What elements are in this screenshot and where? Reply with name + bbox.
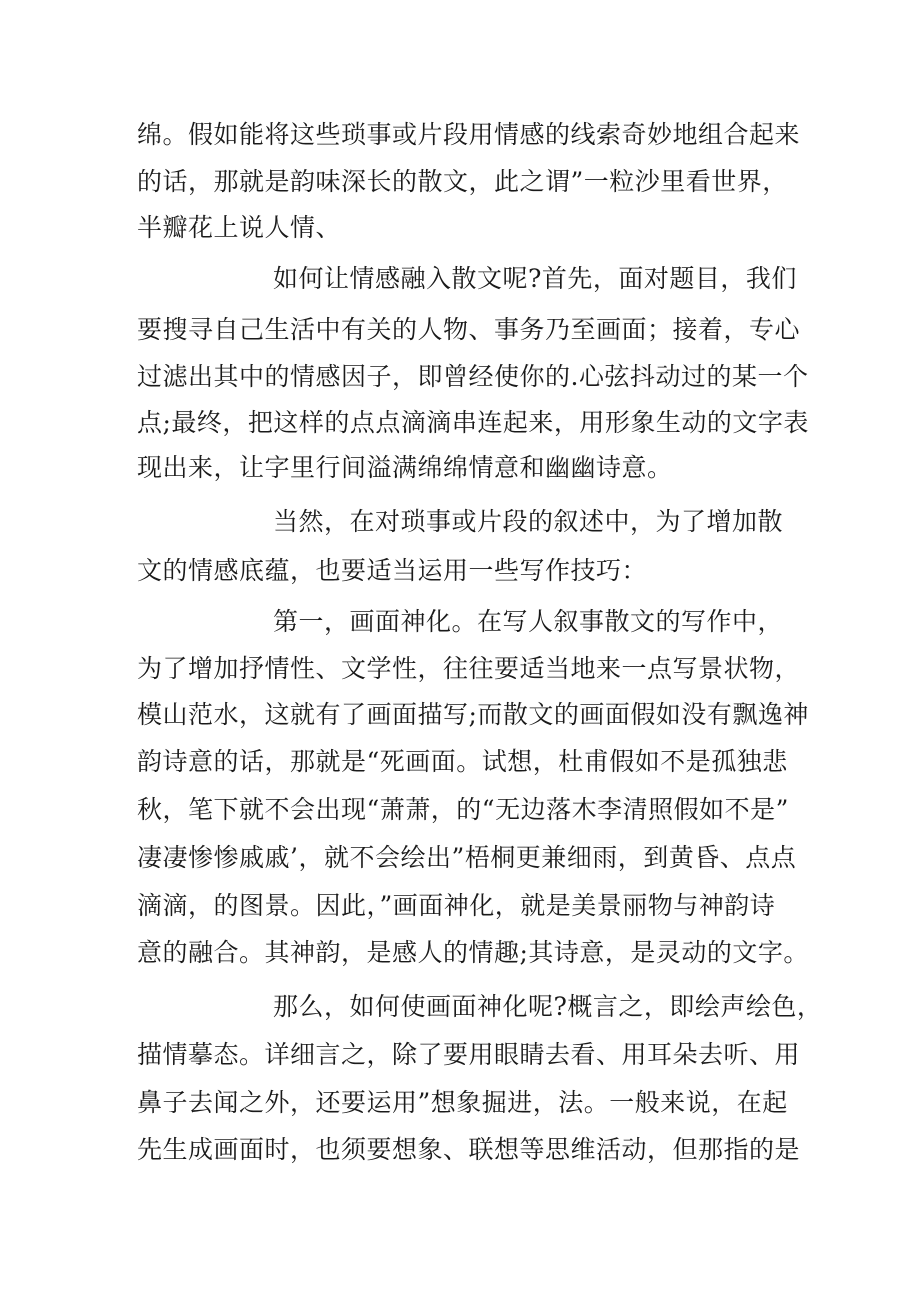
text-line: 意的融合。其神韵，是感人的情趣;其诗意，是灵动的文字。 [137, 938, 809, 967]
text-line: 模山范水，这就有了画面描写;而散文的画面假如没有飘逸神 [137, 700, 809, 729]
text-line: 鼻子去闻之外，还要运用”想象掘进，法。一般来说，在起 [137, 1088, 788, 1117]
text-line: 的话，那就是韵味深长的散文，此之谓”一粒沙里看世界， [137, 167, 788, 196]
text-line: 滴滴，的图景。因此，”画面神化，就是美景丽物与神韵诗 [137, 891, 776, 920]
text-line: 秋，笔下就不会出现“萧萧，的“无边落木李清照假如不是” [137, 795, 789, 824]
text-line: 那么，如何使画面神化呢?概言之，即绘声绘色， [273, 992, 823, 1021]
text-line: 第一，画面神化。在写人叙事散文的写作中， [273, 607, 784, 636]
text-line: 过滤出其中的情感因子，即曾经使你的.心弦抖动过的某一个 [137, 362, 809, 391]
text-line: 为了增加抒情性、文学性，往往要适当地来一点写景状物， [137, 654, 801, 683]
text-line: 绵。假如能将这些琐事或片段用情感的线索奇妙地组合起来 [137, 120, 801, 149]
text-line: 当然，在对琐事或片段的叙述中，为了增加散 [273, 507, 784, 536]
text-line: 先生成画面时，也须要想象、联想等思维活动，但那指的是 [137, 1135, 801, 1164]
text-line: 韵诗意的话，那就是“死画面。试想，杜甫假如不是孤独悲 [137, 747, 788, 776]
text-line: 文的情感底蕴，也要适当运用一些写作技巧： [137, 556, 648, 585]
text-line: 要搜寻自己生活中有关的人物、事务乃至画面；接着，专心 [137, 315, 801, 344]
text-line: 描情摹态。详细言之，除了要用眼睛去看、用耳朵去听、用 [137, 1040, 801, 1069]
text-line: 现出来，让字里行间溢满绵绵情意和幽幽诗意。 [137, 453, 673, 482]
text-line: 半瓣花上说人情、 [137, 213, 342, 242]
text-line: 如何让情感融入散文呢?首先，面对题目，我们 [273, 264, 797, 293]
text-line: 凄凄惨惨戚戚’，就不会绘出”梧桐更兼细雨，到黄昏、点点 [137, 843, 797, 872]
text-line: 点;最终，把这样的点点滴滴串连起来，用形象生动的文字表 [137, 408, 809, 437]
